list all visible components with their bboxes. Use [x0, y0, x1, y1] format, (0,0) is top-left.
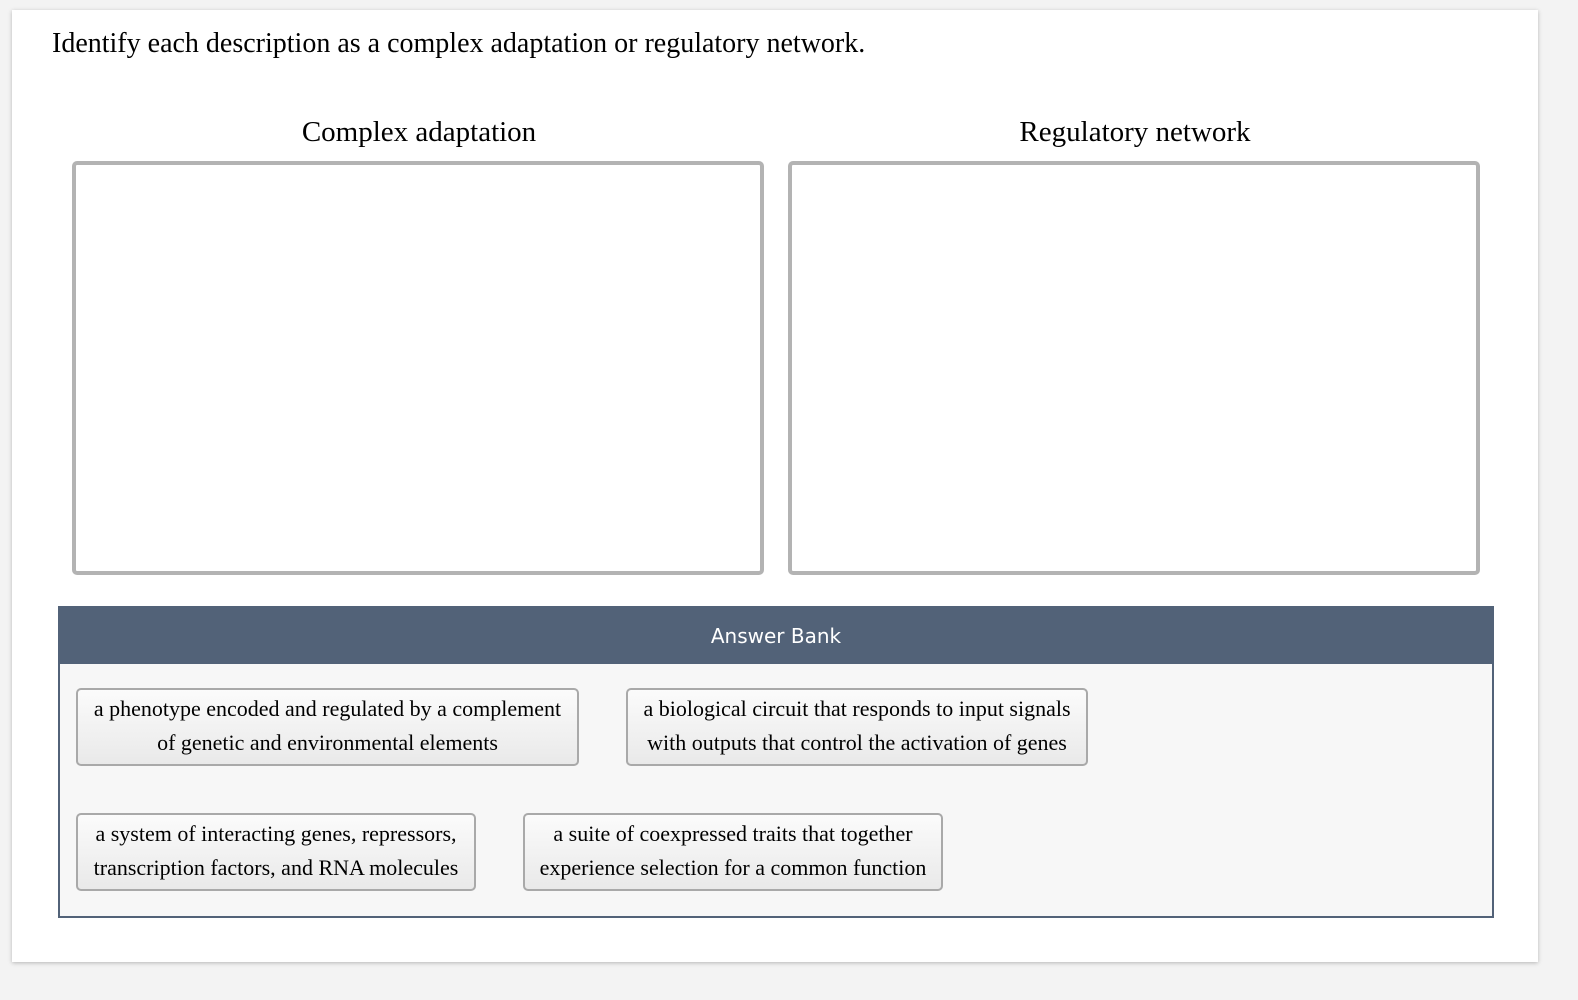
answer-chip-phenotype[interactable]: [76, 688, 579, 766]
answer-bank: [58, 606, 1494, 918]
answer-chip-biological-circuit[interactable]: [626, 688, 1088, 766]
chip-text-line: a biological circuit that responds to input signals: [643, 696, 1071, 721]
chip-text-line: a system of interacting genes, repressors,: [95, 821, 457, 846]
bin-title-complex-adaptation: Complex adaptation: [301, 116, 537, 148]
answer-bank-header: Answer Bank: [60, 608, 1492, 664]
drop-zone-complex-adaptation[interactable]: [72, 161, 764, 575]
question-prompt: Identify each description as a complex adaptation or regulatory network.: [52, 28, 866, 59]
chip-text-line: experience selection for a common function: [539, 855, 927, 880]
answer-chip-interacting-genes[interactable]: [76, 813, 476, 891]
answer-chip-coexpressed-traits[interactable]: [523, 813, 943, 891]
bin-title-regulatory-network: Regulatory network: [1019, 116, 1251, 148]
chip-text-line: transcription factors, and RNA molecules: [93, 855, 459, 880]
chip-text-line: with outputs that control the activation of genes: [647, 730, 1067, 755]
chip-text-line: a phenotype encoded and regulated by a complement: [93, 696, 562, 721]
chip-text-line: of genetic and environmental elements: [157, 730, 498, 755]
chip-text-line: a suite of coexpressed traits that together: [553, 821, 913, 846]
drop-zone-regulatory-network[interactable]: [788, 161, 1480, 575]
question-card: [12, 10, 1538, 962]
